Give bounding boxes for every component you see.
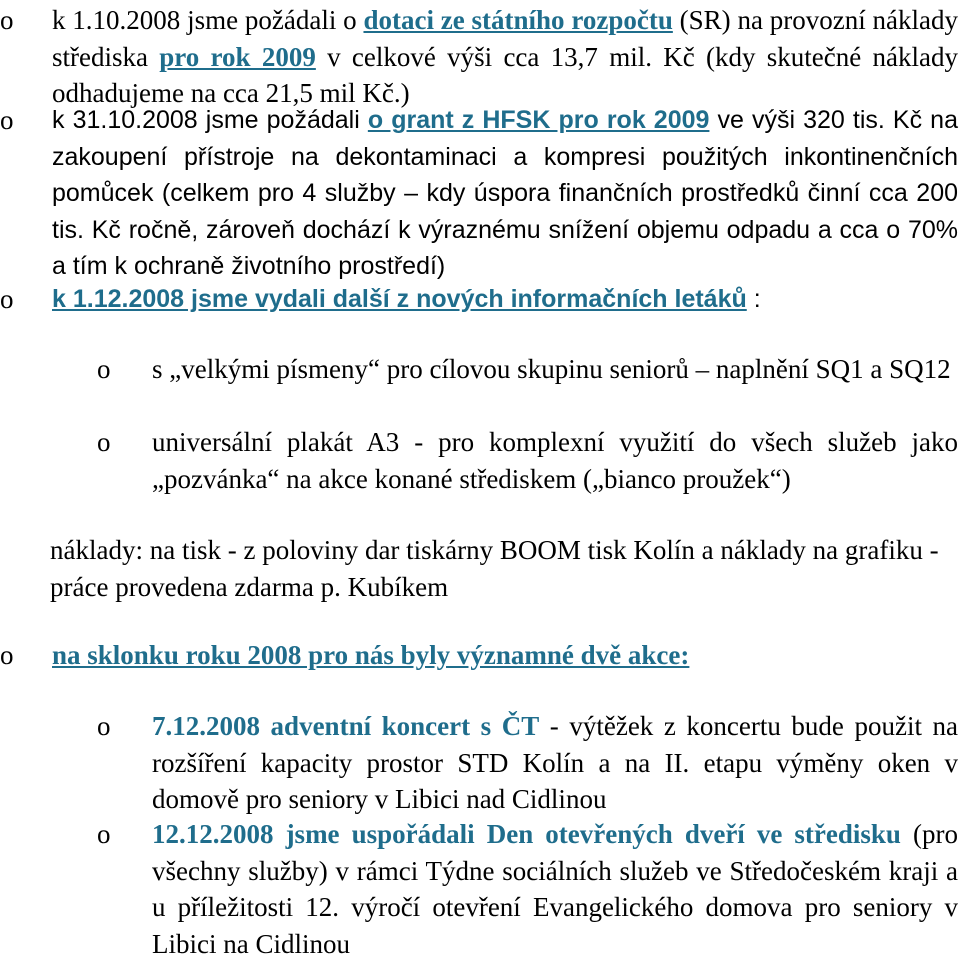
text-segment: k 31.10.2008 jsme požádali — [52, 106, 368, 134]
bullet-marker: o — [97, 354, 111, 384]
list-item-text — [52, 2, 958, 112]
sub-item-text: s „velkými písmeny“ pro cílovou skupinu seniorů – naplnění SQ1 a SQ12 — [152, 354, 951, 384]
list-item-text — [52, 102, 958, 285]
bullet-marker: o — [0, 105, 14, 135]
sub-item-text: universální plakát A3 - pro komplexní využití do všech služeb jako „pozvánka“ na akce konané střediskem („bianco proužek“) — [152, 427, 958, 494]
text-segment: (SR) na provozní náklady střediska — [52, 5, 959, 72]
text-segment: k 1.10.2008 jsme požádali o — [52, 5, 364, 35]
sub-item-text — [152, 708, 958, 818]
bullet-marker: o — [97, 711, 111, 741]
costs-paragraph: náklady: na tisk - z poloviny dar tiskárny BOOM tisk Kolín a náklady na grafiku - práce provedena zdarma p. Kubíkem — [50, 535, 939, 602]
state-budget-link[interactable]: dotaci ze státního rozpočtu — [363, 5, 673, 35]
list-item-text — [52, 281, 958, 318]
text-segment: (pro všechny služby) v rámci Týdne sociálních služeb ve Středočeském kraji a u příležitosti 12. výročí otevření Evangelického domova pro seniory v Libici na Cidlinou — [152, 819, 959, 959]
event-title: 12.12.2008 jsme uspořádali Den otevřených dveří ve středisku — [152, 819, 901, 849]
events-link[interactable]: na sklonku roku 2008 pro nás byly významné dvě akce: — [52, 640, 690, 670]
bullet-marker: o — [0, 5, 14, 35]
year-2009-link[interactable]: pro rok 2009 — [159, 41, 316, 72]
bullet-marker: o — [0, 284, 14, 314]
text-segment: - výtěžek z koncertu bude použit na rozšíření kapacity prostor STD Kolín a na II. etapu výměny oken v domově pro seniory v Libici nad Cidlinou — [152, 711, 959, 814]
list-item-text — [52, 637, 958, 674]
bullet-marker: o — [97, 427, 111, 457]
event-title: 7.12.2008 adventní koncert s ČT — [152, 711, 540, 741]
text-segment: ve výši 320 tis. Kč na zakoupení přístroje na dekontaminaci a kompresi použitých inkontinenčních pomůcek (celkem pro 4 služby – kdy úspora finančních prostředků činní cca 200 tis. Kč ročně, zároveň dochází k výraznému snížení objemu odpadu a cca o 70% a tím k ochraně životního prostředí) — [52, 106, 958, 280]
bullet-marker: o — [0, 640, 14, 670]
sub-item-text — [152, 816, 958, 962]
hfsk-grant-link[interactable]: o grant z HFSK pro rok 2009 — [367, 106, 710, 134]
text-segment: v celkové výši cca 13,7 mil. Kč (kdy skutečné náklady odhadujeme na cca 21,5 mil Kč.) — [52, 41, 958, 108]
bullet-marker: o — [97, 819, 111, 849]
leaflets-link[interactable]: k 1.12.2008 jsme vydali další z nových informačních letáků — [52, 285, 747, 313]
text-segment: : — [746, 285, 761, 313]
